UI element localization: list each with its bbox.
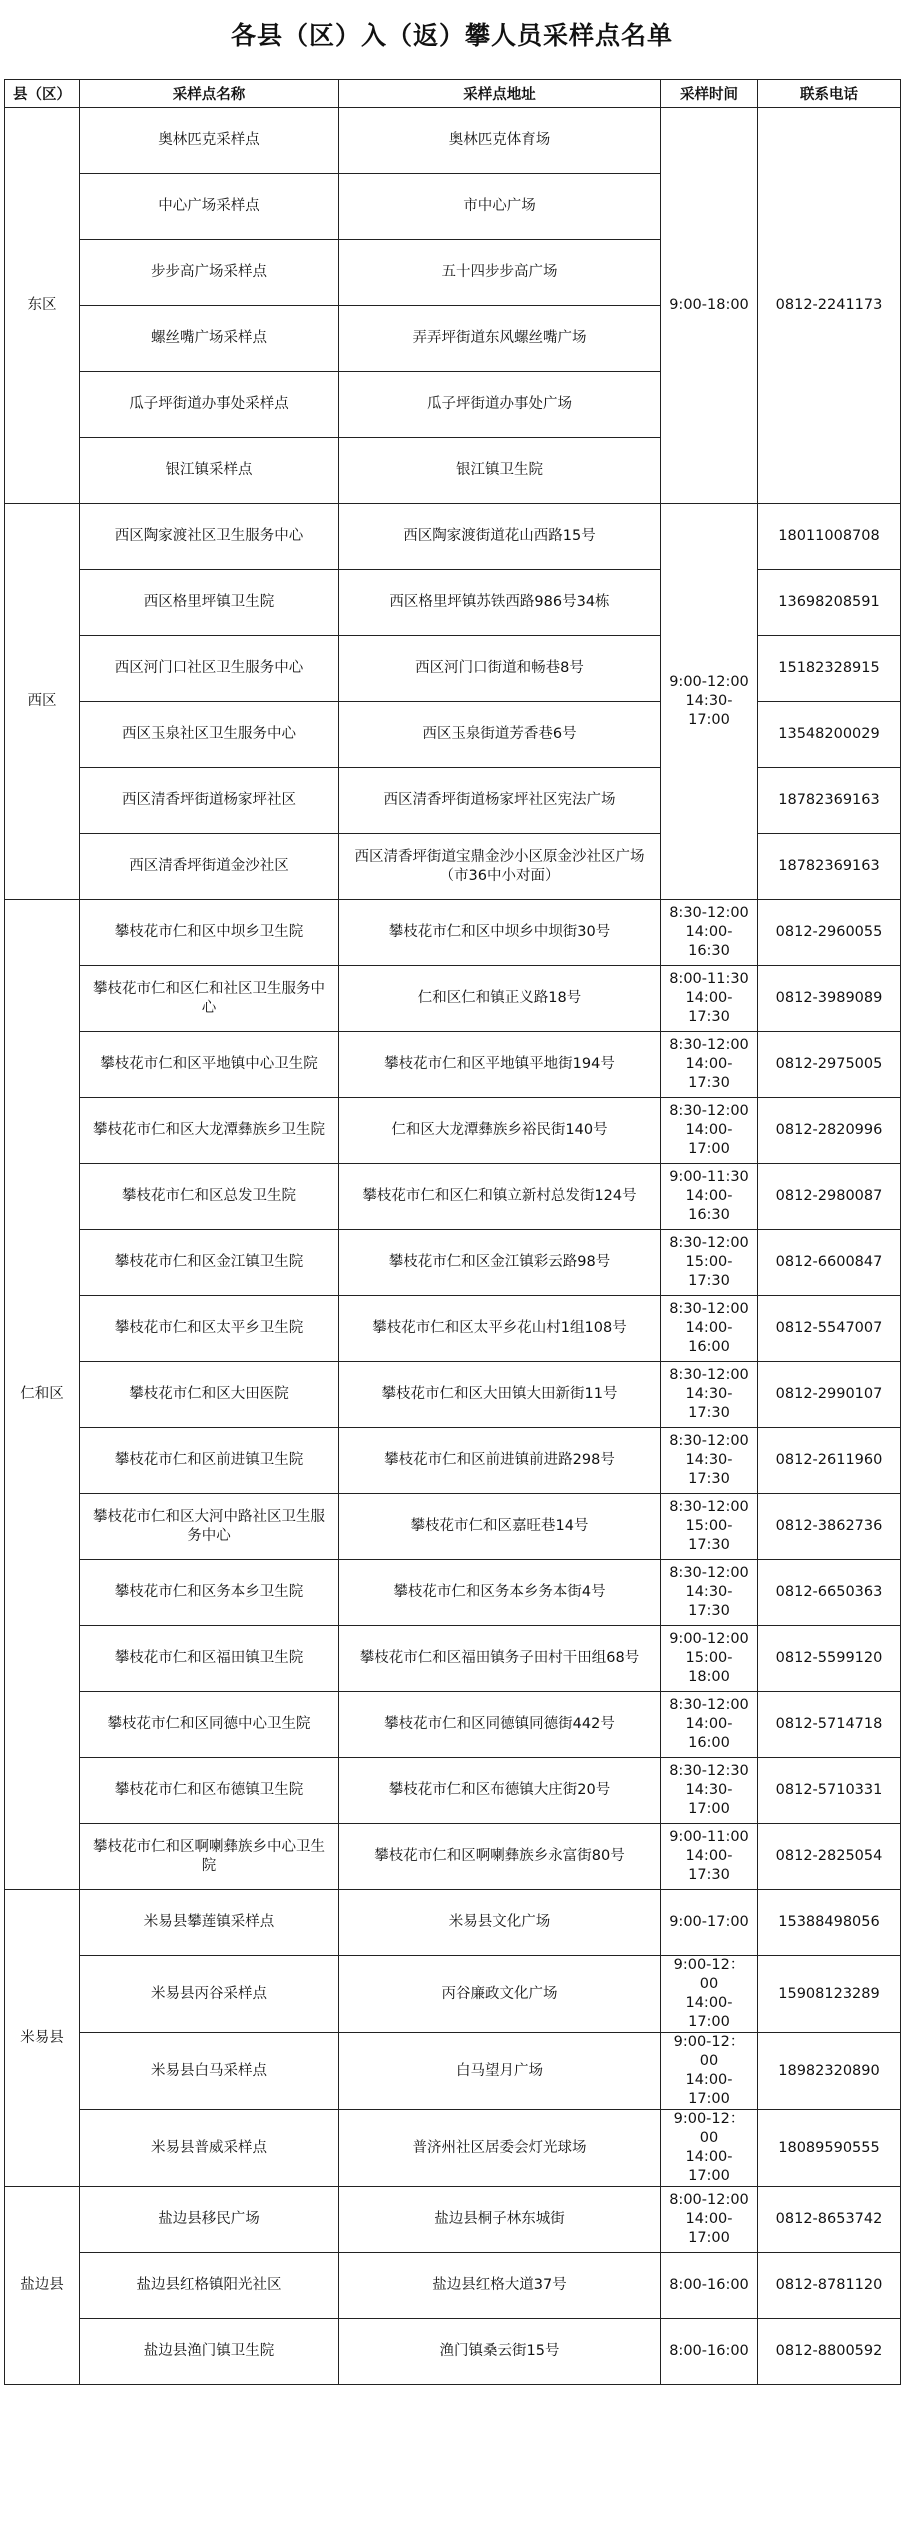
site-name-cell: 米易县普威采样点 <box>80 2110 339 2187</box>
county-cell: 盐边县 <box>5 2187 80 2385</box>
sampling-time-cell: 9:00-17:00 <box>661 1890 758 1956</box>
contact-phone-cell: 13548200029 <box>758 702 901 768</box>
header-site-address: 采样点地址 <box>339 80 661 108</box>
table-row <box>5 1230 901 1296</box>
site-name-cell: 攀枝花市仁和区大河中路社区卫生服务中心 <box>80 1494 339 1560</box>
site-name-cell: 攀枝花市仁和区金江镇卫生院 <box>80 1230 339 1296</box>
contact-phone-cell: 18782369163 <box>758 768 901 834</box>
table-row <box>5 1692 901 1758</box>
site-name-cell: 攀枝花市仁和区总发卫生院 <box>80 1164 339 1230</box>
table-row <box>5 900 901 966</box>
site-address-cell: 丙谷廉政文化广场 <box>339 1956 661 2033</box>
contact-phone-cell: 18782369163 <box>758 834 901 900</box>
table-row <box>5 702 901 768</box>
sampling-time-cell: 8:30-12:00 15:00-17:30 <box>661 1230 758 1296</box>
contact-phone-cell: 0812-5547007 <box>758 1296 901 1362</box>
table-row <box>5 636 901 702</box>
site-name-cell: 攀枝花市仁和区太平乡卫生院 <box>80 1296 339 1362</box>
contact-phone-cell: 18089590555 <box>758 2110 901 2187</box>
contact-phone-cell: 0812-2241173 <box>758 108 901 504</box>
table-row <box>5 1032 901 1098</box>
site-address-cell: 攀枝花市仁和区啊喇彝族乡永富街80号 <box>339 1824 661 1890</box>
sampling-time-cell: 8:30-12:00 14:00-16:00 <box>661 1692 758 1758</box>
site-address-cell: 攀枝花市仁和区中坝乡中坝街30号 <box>339 900 661 966</box>
contact-phone-cell: 0812-6650363 <box>758 1560 901 1626</box>
site-address-cell: 攀枝花市仁和区嘉旺巷14号 <box>339 1494 661 1560</box>
site-address-cell: 西区河门口街道和畅巷8号 <box>339 636 661 702</box>
table-body <box>5 108 901 2385</box>
site-address-cell: 白马望月广场 <box>339 2033 661 2110</box>
contact-phone-cell: 15182328915 <box>758 636 901 702</box>
site-address-cell: 攀枝花市仁和区金江镇彩云路98号 <box>339 1230 661 1296</box>
site-name-cell: 中心广场采样点 <box>80 174 339 240</box>
sampling-time-cell: 8:30-12:00 14:00-17:30 <box>661 1032 758 1098</box>
table-row <box>5 966 901 1032</box>
site-address-cell: 五十四步步高广场 <box>339 240 661 306</box>
sampling-time-cell: 9:00-12：00 14:00-17:00 <box>661 1956 758 2033</box>
sampling-time-cell: 8:00-12:00 14:00-17:00 <box>661 2187 758 2253</box>
site-name-cell: 奥林匹克采样点 <box>80 108 339 174</box>
table-row <box>5 2253 901 2319</box>
table-row <box>5 1758 901 1824</box>
site-address-cell: 仁和区仁和镇正义路18号 <box>339 966 661 1032</box>
site-name-cell: 米易县白马采样点 <box>80 2033 339 2110</box>
site-address-cell: 攀枝花市仁和区平地镇平地街194号 <box>339 1032 661 1098</box>
sampling-time-cell: 8:00-11:30 14:00-17:30 <box>661 966 758 1032</box>
site-name-cell: 西区玉泉社区卫生服务中心 <box>80 702 339 768</box>
sampling-time-cell: 9:00-12：00 14:00-17:00 <box>661 2110 758 2187</box>
table-row <box>5 768 901 834</box>
sampling-time-cell: 9:00-18:00 <box>661 108 758 504</box>
site-name-cell: 攀枝花市仁和区仁和社区卫生服务中心 <box>80 966 339 1032</box>
contact-phone-cell: 0812-2820996 <box>758 1098 901 1164</box>
sampling-time-cell: 8:30-12:00 14:00-16:00 <box>661 1296 758 1362</box>
sampling-time-cell: 8:00-16:00 <box>661 2319 758 2385</box>
site-address-cell: 攀枝花市仁和区务本乡务本街4号 <box>339 1560 661 1626</box>
sampling-time-cell: 8:30-12:00 14:00-17:00 <box>661 1098 758 1164</box>
sampling-time-cell: 9:00-12:00 14:30-17:00 <box>661 504 758 900</box>
site-address-cell: 西区玉泉街道芳香巷6号 <box>339 702 661 768</box>
sampling-time-cell: 8:30-12:00 14:30-17:30 <box>661 1362 758 1428</box>
contact-phone-cell: 18982320890 <box>758 2033 901 2110</box>
site-name-cell: 攀枝花市仁和区啊喇彝族乡中心卫生院 <box>80 1824 339 1890</box>
sampling-time-cell: 8:30-12:00 15:00-17:30 <box>661 1494 758 1560</box>
contact-phone-cell: 13698208591 <box>758 570 901 636</box>
contact-phone-cell: 0812-2980087 <box>758 1164 901 1230</box>
site-address-cell: 攀枝花市仁和区同德镇同德街442号 <box>339 1692 661 1758</box>
site-address-cell: 仁和区大龙潭彝族乡裕民街140号 <box>339 1098 661 1164</box>
site-name-cell: 西区河门口社区卫生服务中心 <box>80 636 339 702</box>
sampling-time-cell: 9:00-11:00 14:00-17:30 <box>661 1824 758 1890</box>
header-county: 县（区） <box>5 80 80 108</box>
table-row <box>5 1494 901 1560</box>
site-name-cell: 攀枝花市仁和区中坝乡卫生院 <box>80 900 339 966</box>
sampling-sites-table <box>4 79 901 2385</box>
sampling-time-cell: 8:30-12:00 14:30-17:30 <box>661 1560 758 1626</box>
contact-phone-cell: 15388498056 <box>758 1890 901 1956</box>
table-row <box>5 108 901 174</box>
site-address-cell: 攀枝花市仁和区太平乡花山村1组108号 <box>339 1296 661 1362</box>
site-name-cell: 攀枝花市仁和区福田镇卫生院 <box>80 1626 339 1692</box>
table-row <box>5 1428 901 1494</box>
contact-phone-cell: 0812-2611960 <box>758 1428 901 1494</box>
site-address-cell: 奥林匹克体育场 <box>339 108 661 174</box>
table-row <box>5 2110 901 2187</box>
contact-phone-cell: 0812-5599120 <box>758 1626 901 1692</box>
sampling-time-cell: 8:30-12:30 14:30-17:00 <box>661 1758 758 1824</box>
table-row <box>5 2187 901 2253</box>
sampling-time-cell: 8:30-12:00 14:30-17:30 <box>661 1428 758 1494</box>
page-title: 各县（区）入（返）攀人员采样点名单 <box>230 21 673 50</box>
sampling-time-cell: 9:00-11:30 14:00-16:30 <box>661 1164 758 1230</box>
sampling-time-cell: 8:00-16:00 <box>661 2253 758 2319</box>
site-address-cell: 普济州社区居委会灯光球场 <box>339 2110 661 2187</box>
table-row <box>5 834 901 900</box>
contact-phone-cell: 0812-2990107 <box>758 1362 901 1428</box>
site-name-cell: 西区陶家渡社区卫生服务中心 <box>80 504 339 570</box>
site-name-cell: 瓜子坪街道办事处采样点 <box>80 372 339 438</box>
county-cell: 西区 <box>5 504 80 900</box>
table-row <box>5 1824 901 1890</box>
site-name-cell: 米易县攀莲镇采样点 <box>80 1890 339 1956</box>
site-name-cell: 攀枝花市仁和区大龙潭彝族乡卫生院 <box>80 1098 339 1164</box>
contact-phone-cell: 0812-6600847 <box>758 1230 901 1296</box>
contact-phone-cell: 0812-2960055 <box>758 900 901 966</box>
contact-phone-cell: 0812-3989089 <box>758 966 901 1032</box>
site-address-cell: 西区清香坪街道杨家坪社区宪法广场 <box>339 768 661 834</box>
county-cell: 仁和区 <box>5 900 80 1890</box>
site-address-cell: 攀枝花市仁和区大田镇大田新街11号 <box>339 1362 661 1428</box>
header-row <box>5 80 901 108</box>
table-row <box>5 504 901 570</box>
site-address-cell: 市中心广场 <box>339 174 661 240</box>
table-row <box>5 1098 901 1164</box>
site-name-cell: 螺丝嘴广场采样点 <box>80 306 339 372</box>
sampling-time-cell: 9:00-12:00 15:00-18:00 <box>661 1626 758 1692</box>
site-address-cell: 西区清香坪街道宝鼎金沙小区原金沙社区广场（市36中小对面） <box>339 834 661 900</box>
header-sampling-time: 采样时间 <box>661 80 758 108</box>
site-address-cell: 攀枝花市仁和区布德镇大庄街20号 <box>339 1758 661 1824</box>
site-address-cell: 弄弄坪街道东风螺丝嘴广场 <box>339 306 661 372</box>
table-row <box>5 1164 901 1230</box>
table-row <box>5 1560 901 1626</box>
contact-phone-cell: 0812-5714718 <box>758 1692 901 1758</box>
table-row <box>5 1362 901 1428</box>
county-cell: 东区 <box>5 108 80 504</box>
site-address-cell: 攀枝花市仁和区福田镇务子田村干田组68号 <box>339 1626 661 1692</box>
site-address-cell: 银江镇卫生院 <box>339 438 661 504</box>
table-row <box>5 2033 901 2110</box>
contact-phone-cell: 0812-8781120 <box>758 2253 901 2319</box>
contact-phone-cell: 0812-2975005 <box>758 1032 901 1098</box>
county-cell: 米易县 <box>5 1890 80 2187</box>
table-row <box>5 2319 901 2385</box>
site-name-cell: 攀枝花市仁和区布德镇卫生院 <box>80 1758 339 1824</box>
site-address-cell: 瓜子坪街道办事处广场 <box>339 372 661 438</box>
contact-phone-cell: 18011008708 <box>758 504 901 570</box>
contact-phone-cell: 0812-3862736 <box>758 1494 901 1560</box>
table-row <box>5 1296 901 1362</box>
site-name-cell: 攀枝花市仁和区前进镇卫生院 <box>80 1428 339 1494</box>
table-row <box>5 1890 901 1956</box>
site-address-cell: 西区陶家渡街道花山西路15号 <box>339 504 661 570</box>
site-name-cell: 银江镇采样点 <box>80 438 339 504</box>
site-name-cell: 盐边县渔门镇卫生院 <box>80 2319 339 2385</box>
site-address-cell: 攀枝花市仁和区前进镇前进路298号 <box>339 1428 661 1494</box>
site-name-cell: 攀枝花市仁和区平地镇中心卫生院 <box>80 1032 339 1098</box>
site-address-cell: 米易县文化广场 <box>339 1890 661 1956</box>
sampling-time-cell: 8:30-12:00 14:00-16:30 <box>661 900 758 966</box>
sampling-time-cell: 9:00-12：00 14:00-17:00 <box>661 2033 758 2110</box>
contact-phone-cell: 0812-5710331 <box>758 1758 901 1824</box>
site-address-cell: 渔门镇桑云街15号 <box>339 2319 661 2385</box>
contact-phone-cell: 0812-2825054 <box>758 1824 901 1890</box>
contact-phone-cell: 0812-8653742 <box>758 2187 901 2253</box>
table-row <box>5 1956 901 2033</box>
site-name-cell: 西区格里坪镇卫生院 <box>80 570 339 636</box>
site-name-cell: 盐边县移民广场 <box>80 2187 339 2253</box>
contact-phone-cell: 0812-8800592 <box>758 2319 901 2385</box>
site-name-cell: 盐边县红格镇阳光社区 <box>80 2253 339 2319</box>
site-name-cell: 米易县丙谷采样点 <box>80 1956 339 2033</box>
table-row <box>5 1626 901 1692</box>
site-address-cell: 盐边县红格大道37号 <box>339 2253 661 2319</box>
site-name-cell: 西区清香坪街道金沙社区 <box>80 834 339 900</box>
site-name-cell: 西区清香坪街道杨家坪社区 <box>80 768 339 834</box>
site-name-cell: 步步高广场采样点 <box>80 240 339 306</box>
header-contact-phone: 联系电话 <box>758 80 901 108</box>
table-row <box>5 570 901 636</box>
header-site-name: 采样点名称 <box>80 80 339 108</box>
site-name-cell: 攀枝花市仁和区务本乡卫生院 <box>80 1560 339 1626</box>
site-address-cell: 攀枝花市仁和区仁和镇立新村总发街124号 <box>339 1164 661 1230</box>
site-name-cell: 攀枝花市仁和区大田医院 <box>80 1362 339 1428</box>
site-address-cell: 西区格里坪镇苏铁西路986号34栋 <box>339 570 661 636</box>
site-name-cell: 攀枝花市仁和区同德中心卫生院 <box>80 1692 339 1758</box>
site-address-cell: 盐边县桐子林东城街 <box>339 2187 661 2253</box>
contact-phone-cell: 15908123289 <box>758 1956 901 2033</box>
